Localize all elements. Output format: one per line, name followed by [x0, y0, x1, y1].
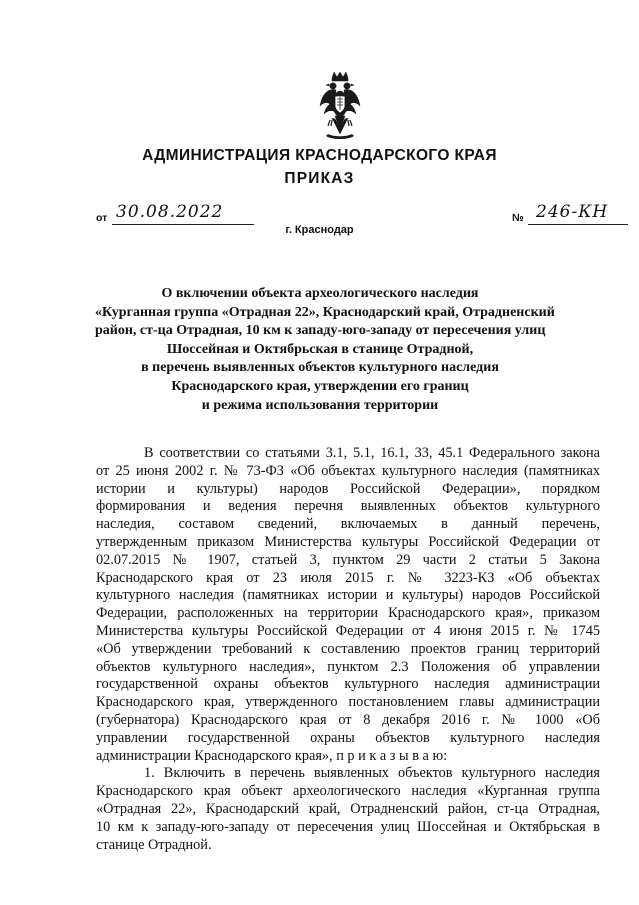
order-title-line: «Курганная группа «Отрадная 22», Краснодарский край, Отрадненский — [95, 304, 555, 320]
number-prefix: № — [512, 212, 524, 224]
city-name: г. Краснодар — [285, 224, 354, 236]
coat-of-arms-icon — [318, 72, 362, 142]
order-title-line: в перечень выявленных объектов культурного наследия — [141, 360, 499, 376]
body-line: Федерации, расположенных на территории Краснодарского края», приказом — [96, 605, 600, 622]
body-line: В соответствии со статьями 3.1, 5.1, 16.1, 33, 45.1 Федерального закона — [144, 445, 600, 461]
body-line: государственной охраны объектов культурного наследия администрации — [96, 676, 600, 693]
order-title-line: район, ст-ца Отрадная, 10 км к западу-юго-западу от пересечения улиц — [95, 323, 546, 339]
body-line: станице Отрадной. — [96, 836, 212, 853]
body-line: Краснодарского края объект археологического наследия «Курганная группа — [96, 783, 600, 800]
order-title-line: и режима использования территории — [201, 397, 439, 413]
body-line: «Об утверждении требований к составлению проектов границ территорий — [96, 640, 600, 657]
body-line: Министерства культуры Российской Федерации от 4 июня 2015 г. № 1745 — [96, 622, 600, 639]
document-type-title: ПРИКАЗ — [284, 170, 355, 187]
body-line: Краснодарского края, утвержденного постановлением главы администрации — [96, 694, 600, 711]
organization-title: АДМИНИСТРАЦИЯ КРАСНОДАРСКОГО КРАЯ — [142, 147, 497, 164]
order-body — [96, 445, 600, 854]
body-line: администрации Краснодарского края», п р и к а з ы в а ю: — [96, 747, 448, 764]
handwritten-date: 30.08.2022 — [116, 202, 224, 222]
body-line: 02.07.2015 № 1907, статьей 3, пунктом 29 части 2 статьи 5 Закона — [96, 551, 600, 568]
handwritten-number: 246-КН — [536, 202, 609, 222]
body-line: культурного наследия (памятниках истории и культуры) народов Российской — [96, 587, 600, 604]
order-title-line: Шоссейная и Октябрьская в станице Отрадной, — [166, 341, 474, 357]
body-line: «Отрадная 22», Краснодарский край, Отрадненский район, ст-ца Отрадная, — [96, 800, 600, 817]
body-line: (губернатора) Краснодарского края от 8 декабря 2016 г. № 1000 «Об — [96, 711, 600, 728]
body-line: 10 км к западу-юго-западу от пересечения улиц Шоссейная и Октябрьская в — [96, 818, 600, 835]
body-line: наследия, составом сведений, включаемых в данный перечень, — [96, 516, 600, 533]
body-line: формирования и ведения перечня выявленных объектов культурного — [96, 498, 600, 515]
order-title — [95, 285, 555, 415]
body-line: объектов культурного наследия», пунктом 2.3 Положения об управлении — [96, 658, 600, 675]
order-title-line: О включении объекта археологического наследия — [161, 286, 479, 301]
body-line: Краснодарского края от 23 июля 2015 г. № 3223-КЗ «Об объектах — [96, 569, 600, 586]
body-line: управлении государственной охраны объектов культурного наследия — [96, 729, 600, 746]
body-line: истории и культуры) народов Российской Федерации», порядком — [96, 480, 600, 497]
body-line: 1. Включить в перечень выявленных объектов культурного наследия — [144, 765, 600, 782]
date-prefix: от — [96, 212, 108, 224]
order-title-line: Краснодарского края, утверждении его границ — [171, 378, 469, 394]
body-line: от 25 июня 2002 г. № 73-ФЗ «Об объектах культурного наследия (памятниках — [96, 462, 600, 479]
body-line: утвержденным приказом Министерства культуры Российской Федерации от — [96, 533, 600, 550]
